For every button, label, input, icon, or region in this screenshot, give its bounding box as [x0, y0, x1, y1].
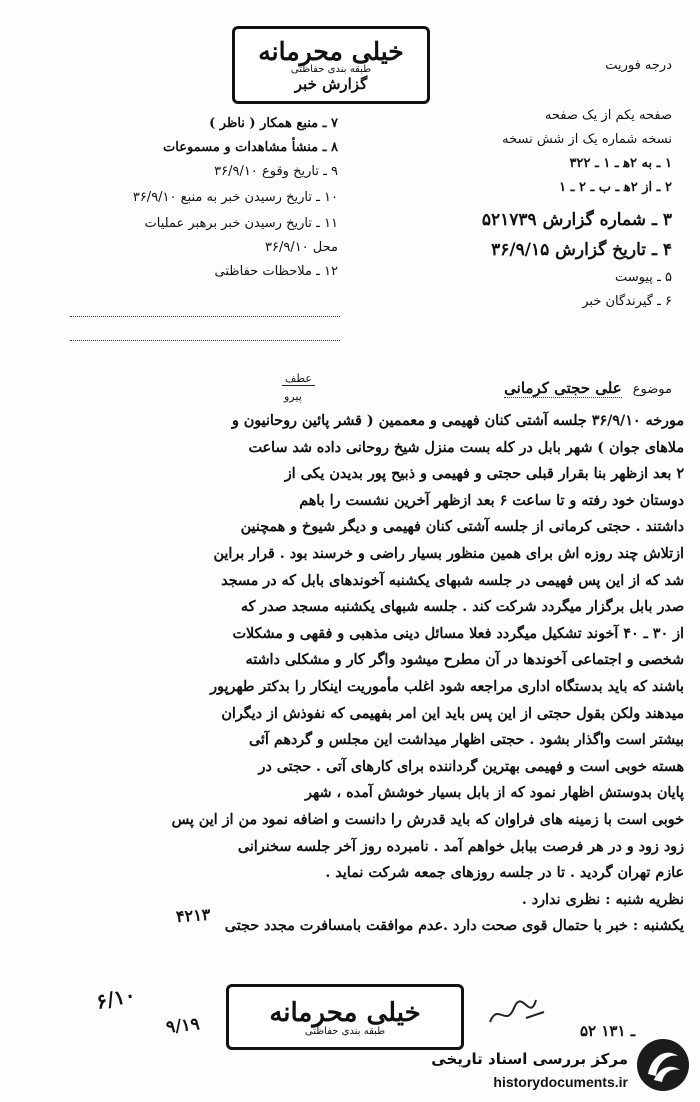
classification-stamp-top: [232, 26, 430, 104]
stamp-sub-text: طبقه بندی حفاظتی: [290, 64, 372, 75]
left-form: [20, 116, 338, 288]
handwritten-date-2: ۹/۱۹: [165, 1014, 201, 1038]
body-line: ۲ بعد ازظهر بنا بقرار قبلی حجتی و فهیمی و ذبیح پور بدیدن یکی از: [284, 466, 684, 483]
subject-label: موضوع: [632, 382, 672, 397]
form-copy-line: نسخه شماره یک از شش نسخه: [502, 132, 672, 147]
file-code: ۵۲ ـ ۱۳۱: [580, 1022, 636, 1040]
form-security-notes: ۱۲ ـ ملاحظات حفاظتی: [214, 264, 338, 279]
body-line: نظریه شنبه : نظری ندارد .: [521, 891, 684, 908]
body-line: خوبی است با زمینه های فراوان که باید قدرش را دانست و اضافه نمود من از این پس: [171, 811, 684, 828]
body-line: عازم تهران گردید . تا در جلسه روزهای جمعه شرکت نماید .: [325, 865, 684, 882]
classification-stamp-bottom: [226, 984, 464, 1050]
form-operations-received-date: ۱۱ ـ تاریخ رسیدن خبر برهبر عملیات: [144, 216, 338, 231]
notes-dotted-line-2: [70, 340, 340, 341]
form-place-date: محل ۳۶/۹/۱۰: [264, 240, 338, 255]
body-line: ازتلاش چند روزه اش برای همین منظور بسیار راضی و خرسند بود . قرار براین: [213, 545, 684, 562]
subject-value: علی حجتی کرمانی: [504, 379, 622, 397]
archive-logo-icon: [634, 1036, 692, 1094]
form-report-date: ۴ ـ تاریخ گزارش ۳۶/۹/۱۵: [491, 240, 672, 260]
body-line: هسته خوبی است و فهیمی بهترین گرداننده برای کارهای آتی . حجتی در: [258, 758, 684, 775]
right-form: [342, 108, 672, 318]
body-line: میدهند ولکن بقول حجتی از این پس باید این امر بفهیمی که نفوذش از دیگران: [221, 705, 684, 722]
footer-org-name: مرکز بررسی اسناد تاریخی: [431, 1050, 628, 1068]
body-line: مورخه ۳۶/۹/۱۰ جلسه آشتی کنان فهیمی و معممین ( قشر پائین روحانیون و: [231, 413, 684, 429]
followup-label: پیرو: [284, 390, 302, 403]
subject-line: [292, 378, 672, 397]
priority-label: درجه فوریت: [605, 58, 672, 73]
stamp-extra-text: گزارش خبر: [294, 75, 368, 93]
form-page-line: صفحه یکم از یک صفحه: [544, 108, 672, 123]
handwritten-number: ۴۲۱۳: [175, 904, 211, 927]
body-line: از ۳۰ ـ ۴۰ آخوند تشکیل میگردد فعلا مسائل دینی مذهبی و فقهی و مشکلات: [232, 625, 684, 642]
body-line: یکشنبه : خبر با حتمال قوی صحت دارد .عدم موافقت بامسافرت مجدد حجتی: [224, 918, 684, 935]
form-to-line: ۱ ـ به ۲ه‍ ـ ۱ ـ ۳۲۲: [569, 156, 672, 171]
stamp-main-text: خیلی محرمانه: [258, 37, 404, 66]
form-source-received-date: ۱۰ ـ تاریخ رسیدن خبر به منبع ۳۶/۹/۱۰: [132, 190, 338, 205]
signature-mark: [486, 992, 550, 1032]
body-line: دوستان خود رفته و تا ساعت ۶ بعد ازظهر آخرین نشست را باهم: [299, 492, 684, 509]
notes-dotted-line-1: [70, 316, 340, 317]
form-attachment: ۵ ـ پیوست: [615, 270, 672, 285]
body-line: صدر بابل برگزار میگردد شرکت کند . جلسه شبهای یکشنبه مسجد صدر که: [240, 599, 684, 616]
form-event-date: ۹ ـ تاریخ وقوع ۳۶/۹/۱۰: [214, 164, 338, 179]
body-line: پایان بدوستش اظهار نمود که از بابل بسیار خوشش آمده ، شهر: [305, 785, 684, 802]
form-origin: ۸ ـ منشأ مشاهدات و مسموعات: [163, 140, 338, 155]
body-line: داشتند . حجتی کرمانی از جلسه آشتی کنان فهیمی و دیگر شیوخ و همچنین: [240, 519, 684, 536]
stamp-main-text: خیلی محرمانه: [269, 997, 421, 1028]
form-source: ۷ ـ منبع همکار ( ناظر ): [209, 116, 338, 131]
body-line: زود زود و در هر فرصت ببابل خواهم آمد . نامبرده روز آخر جلسه سخنرانی: [237, 838, 684, 855]
form-report-number: ۳ ـ شماره گزارش ۵۲۱۷۳۹: [481, 210, 672, 230]
body-line: ملاهای جوان ) شهر بابل در کله بست منزل شیخ روحانی داده شد ساعت: [248, 439, 684, 456]
body-line: بیشتر است واگذار بشود . حجتی اظهار میداشت این مجلس و گردهم آئی: [248, 732, 684, 749]
report-body: [24, 408, 684, 940]
form-from-line: ۲ ـ از ۲ه‍ ـ ب ـ ۲ ـ ۱: [559, 180, 672, 195]
footer-site: historydocuments.ir: [493, 1074, 628, 1090]
body-line: باشند که باید بدستگاه اداری مراجعه شود اغلب مأموریت اینکار را بدکتر طهرپور: [210, 678, 684, 695]
stamp-sub-text: طبقه بندی حفاظتی: [304, 1025, 386, 1037]
reference-label: عطف: [282, 372, 315, 386]
handwritten-date-1: ۶/۱۰: [93, 982, 138, 1014]
body-line: شد که از این پس فهیمی در جلسه شبهای یکشنبه آخوندهای بابل که در مسجد: [221, 572, 684, 589]
body-line: شخصی و اجتماعی آخوندها در آن مطرح میشود واگر کار و مشکلی داشته: [245, 652, 684, 669]
form-recipients: ۶ ـ گیرندگان خبر: [582, 294, 672, 309]
